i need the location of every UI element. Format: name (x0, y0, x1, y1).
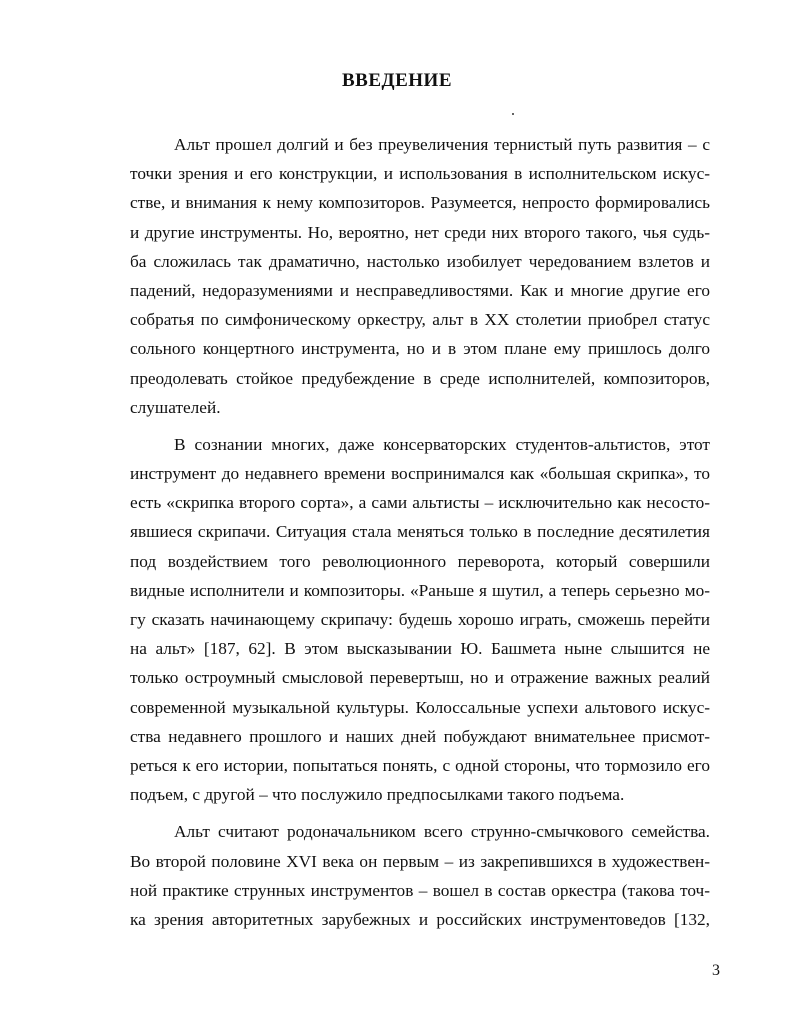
text-line: современной музыкальной культуры. Колоссальные успехи альтового искус- (130, 697, 710, 717)
text-line: сольного концертного инструмента, но и в этом плане ему пришлось долго (130, 339, 710, 359)
text-line: видные исполнители и композиторы. «Раньше я шутил, а теперь серьезно мо- (130, 580, 710, 600)
text-line: под воздействием того революционного переворота, который совершили (130, 551, 710, 571)
text-line: и другие инструменты. Но, вероятно, нет среди них второго такого, чья судь- (130, 222, 710, 242)
text-line: слушателей. (130, 397, 221, 417)
text-line: инструмент до недавнего времени воспринимался как «большая скрипка», то (130, 464, 710, 484)
text-line: преодолевать стойкое предубеждение в среде исполнителей, композиторов, (130, 368, 710, 388)
text-line: реться к его истории, попытаться понять, с одной стороны, что тормозило его (130, 755, 710, 775)
text-line: Альт считают родоначальником всего струнно-смычкового семейства. (174, 822, 710, 842)
text-line: гу сказать начинающему скрипачу: будешь хорошо играть, сможешь перейти (130, 610, 710, 629)
text-line: ка зрения авторитетных зарубежных и российских инструментоведов [132, (130, 909, 710, 929)
page-number: 3 (712, 962, 720, 979)
text-line: стве, и внимания к нему композиторов. Разумеется, непросто формировались (130, 193, 710, 213)
text-line: явшиеся скрипачи. Ситуация стала меняться только в последние десятилетия (130, 522, 710, 542)
text-line: ства недавнего прошлого и наших дней побуждают внимательнее присмот- (130, 726, 710, 746)
text-line: В сознании многих, даже консерваторских студентов-альтистов, этот (174, 434, 710, 454)
text-line: Во второй половине XVI века он первым – из закрепившихся в художествен- (130, 851, 710, 871)
paragraph-3 (130, 817, 710, 934)
text-line: есть «скрипка второго сорта», а сами альтисты – исключительно как несосто- (130, 493, 710, 513)
text-line: точки зрения и его конструкции, и использования в исполнительском искус- (130, 164, 710, 184)
body-text (130, 130, 710, 934)
paragraph-2 (130, 430, 710, 809)
text-line: подъем, с другой – что послужило предпосылками такого подъема. (130, 785, 625, 805)
text-line: на альт» [187, 62]. В этом высказывании Ю. Башмета ныне слышится не (130, 639, 710, 659)
text-line: падений, недоразумениями и несправедливостями. Как и многие другие его (130, 280, 710, 300)
text-line: ба сложилась так драматично, настолько изобилует чередованием взлетов и (130, 251, 710, 271)
page-title: ВВЕДЕНИЕ (342, 70, 452, 91)
text-line: только остроумный смысловой перевертыш, но и отражение важных реалий (130, 668, 710, 688)
scan-speck (512, 113, 514, 115)
text-line: собратья по симфоническому оркестру, альт в XX столетии приобрел статус (130, 310, 710, 330)
text-line: ной практике струнных инструментов – вошел в состав оркестра (такова точ- (130, 880, 710, 900)
text-line: Альт прошел долгий и без преувеличения тернистый путь развития – с (174, 135, 710, 154)
paragraph-1 (130, 130, 710, 422)
